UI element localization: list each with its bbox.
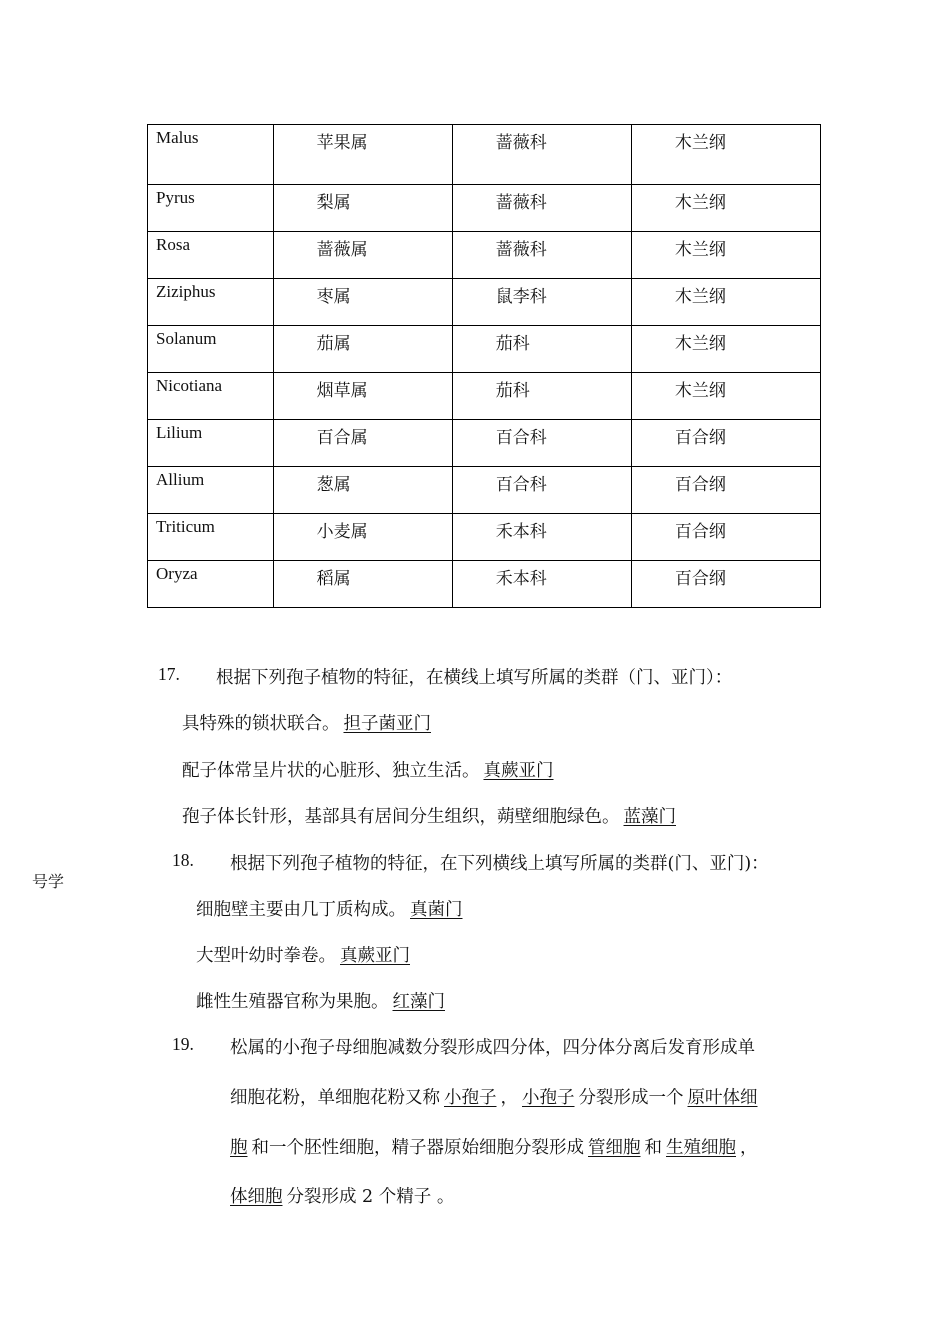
q18-item-2: 大型叶幼时拳卷。 真蕨亚门 (196, 942, 414, 967)
table-cell-class: 木兰纲 (631, 125, 820, 185)
table-cell-genus-chinese: 小麦属 (273, 514, 452, 561)
table-cell-genus-latin: Oryza (148, 561, 274, 608)
table-cell-family: 蔷薇科 (452, 232, 631, 279)
table-cell-genus-chinese: 茄属 (273, 326, 452, 373)
table-cell-genus-latin: Pyrus (148, 185, 274, 232)
table-cell-genus-chinese: 百合属 (273, 420, 452, 467)
table-row (148, 232, 821, 279)
table-cell-class: 木兰纲 (631, 326, 820, 373)
q19-answer-2: 小孢子 (522, 1088, 575, 1108)
table-cell-class: 百合纲 (631, 514, 820, 561)
q19-line-2: 细胞花粉，单细胞花粉又称 小孢子 ， 小孢子 分裂形成一个 原叶体细 (230, 1084, 762, 1109)
q18-answer-2: 真蕨亚门 (340, 946, 410, 966)
table-cell-genus-chinese: 葱属 (273, 467, 452, 514)
table-cell-genus-latin: Lilium (148, 420, 274, 467)
q17-answer-2: 真蕨亚门 (483, 761, 554, 781)
table-cell-genus-latin: Malus (148, 125, 274, 185)
table-cell-genus-latin: Triticum (148, 514, 274, 561)
q18-item-1: 细胞壁主要由几丁质构成。 真菌门 (196, 896, 467, 921)
table-cell-family: 百合科 (452, 420, 631, 467)
table-cell-class: 百合纲 (631, 467, 820, 514)
table-cell-family: 茄科 (452, 373, 631, 420)
q19-line-3: 胞 和一个胚性细胞，精子器原始细胞分裂形成 管细胞 和 生殖细胞 ， (230, 1138, 758, 1158)
table-cell-family: 茄科 (452, 326, 631, 373)
q17-answer-1: 担子菌亚门 (343, 714, 431, 734)
table-cell-genus-latin: Solanum (148, 326, 274, 373)
q18-answer-1: 真菌门 (410, 900, 463, 920)
table-cell-class: 百合纲 (631, 561, 820, 608)
q18-item-3: 雌性生殖器官称为果胞。 红藻门 (196, 988, 449, 1013)
side-label: 号学 (32, 872, 65, 891)
table-cell-genus-latin: Ziziphus (148, 279, 274, 326)
q19-answer-3b: 胞 (230, 1138, 248, 1158)
table-cell-genus-chinese: 苹果属 (273, 125, 452, 185)
q19-answer-3a: 原叶体细 (687, 1088, 758, 1108)
table-cell-genus-chinese: 稻属 (273, 561, 452, 608)
table-cell-class: 木兰纲 (631, 279, 820, 326)
q18-number: 18. (172, 850, 194, 870)
table-cell-genus-latin: Rosa (148, 232, 274, 279)
table-row (148, 561, 821, 608)
q19-answer-1: 小孢子 (444, 1088, 497, 1108)
table-row (148, 467, 821, 514)
table-row (148, 125, 821, 185)
taxonomy-table (147, 124, 821, 608)
q19-number: 19. (172, 1034, 194, 1054)
q17-stem: 根据下列孢子植物的特征，在横线上填写所属的类群（门、亚门）： (216, 668, 733, 688)
table-cell-class: 木兰纲 (631, 232, 820, 279)
table-cell-family: 蔷薇科 (452, 125, 631, 185)
q19-answer-6: 体细胞 (230, 1187, 283, 1207)
table-row (148, 326, 821, 373)
table-cell-genus-latin: Nicotiana (148, 373, 274, 420)
table-cell-class: 百合纲 (631, 420, 820, 467)
table-row (148, 185, 821, 232)
q17-item-3: 孢子体长针形，基部具有居间分生组织，蒴壁细胞绿色。 蓝藻门 (182, 803, 680, 828)
q17-item-1: 具特殊的锁状联合。 担子菌亚门 (182, 710, 435, 735)
q17-item-2: 配子体常呈片状的心脏形、独立生活。 真蕨亚门 (182, 757, 558, 782)
table-cell-family: 禾本科 (452, 561, 631, 608)
q19-answer-5: 生殖细胞 (666, 1138, 736, 1158)
table-cell-class: 木兰纲 (631, 373, 820, 420)
table-row (148, 514, 821, 561)
q17-answer-3: 蓝藻门 (623, 807, 676, 827)
table-row (148, 420, 821, 467)
table-cell-genus-chinese: 烟草属 (273, 373, 452, 420)
q18-answer-3: 红藻门 (392, 992, 445, 1012)
table-cell-genus-chinese: 枣属 (273, 279, 452, 326)
table-cell-family: 鼠李科 (452, 279, 631, 326)
table-cell-genus-chinese: 梨属 (273, 185, 452, 232)
q19-line-1: 松属的小孢子母细胞减数分裂形成四分体，四分体分离后发育形成单 (230, 1038, 755, 1058)
q18-stem: 根据下列孢子植物的特征，在下列横线上填写所属的类群(门、亚门)： (230, 854, 769, 874)
table-cell-family: 百合科 (452, 467, 631, 514)
table-cell-class: 木兰纲 (631, 185, 820, 232)
table-row (148, 373, 821, 420)
q19-line-4: 体细胞 分裂形成 2 个精子 。 (230, 1187, 455, 1207)
table-cell-genus-latin: Allium (148, 467, 274, 514)
q17-number: 17. (158, 664, 180, 684)
table-row (148, 279, 821, 326)
table-cell-genus-chinese: 蔷薇属 (273, 232, 452, 279)
table-cell-family: 蔷薇科 (452, 185, 631, 232)
q19-answer-4: 管细胞 (588, 1138, 641, 1158)
table-cell-family: 禾本科 (452, 514, 631, 561)
